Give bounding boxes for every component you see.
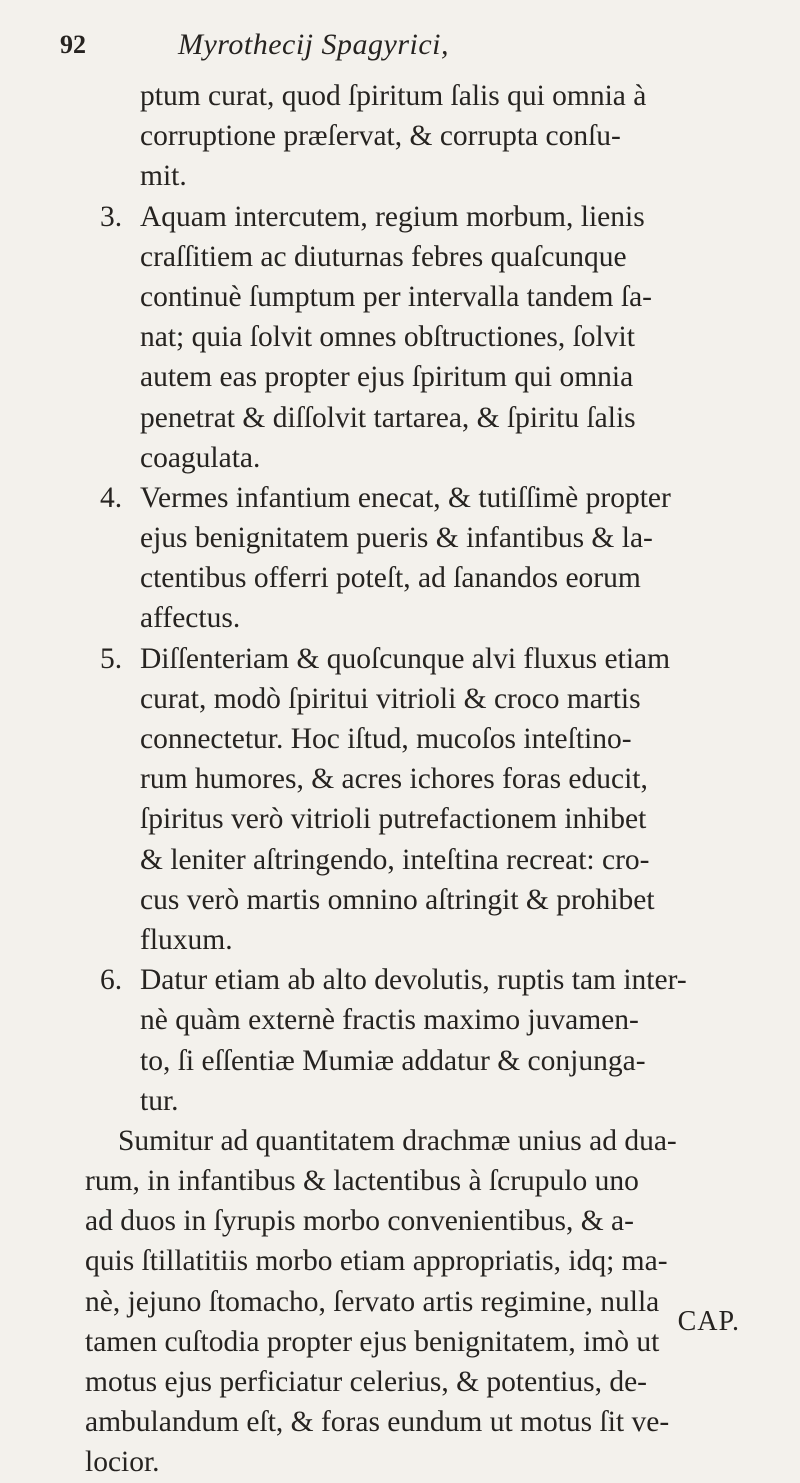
text-line [140,398,755,438]
line-text: autem eas propter ejus ſpiritum qui omnia [140,361,634,394]
text-line [140,880,755,920]
line-text: corruptione præſervat, & corrupta conſu- [140,120,621,153]
line-text: nè, jejuno ſtomacho, ſervato artis regimine, nulla [85,1285,660,1318]
running-head: Myrothecij Spagyrici, [178,28,449,61]
text-line [140,116,755,156]
text-line [140,277,755,317]
line-text: Sumitur ad quantitatem drachmæ unius ad dua- [118,1124,677,1157]
line-text: coagulata. [140,441,261,474]
text-line [85,1282,755,1322]
line-text: locior. [85,1446,160,1479]
text-line [100,478,755,518]
text-line [140,799,755,839]
text-line [85,1362,755,1402]
text-line [85,1201,755,1241]
line-text: tur. [140,1084,179,1117]
text-line [140,759,755,799]
text-line [140,1041,755,1081]
line-text: tamen cuſtodia propter ejus benignitatem, imò ut [85,1325,660,1358]
text-line [100,639,755,679]
line-text: fluxum. [140,923,233,956]
item-number: 4. [100,481,123,514]
text-line [140,598,755,638]
text-line [140,558,755,598]
text-line [140,920,755,960]
line-text: ſpiritus verò vitrioli putrefactionem inhibet [140,803,647,836]
text-line [140,518,755,558]
line-text: rum, in infantibus & lactentibus à ſcrupulo uno [85,1165,639,1198]
text-line [140,1081,755,1121]
line-text: connectetur. Hoc iſtud, mucoſos inteſtino- [140,723,632,755]
text-line [140,438,755,478]
item-number: 6. [100,964,123,997]
text-line [100,197,755,237]
line-text: cus verò martis omnino aſtringit & prohibet [140,883,655,916]
line-text: continuè ſumptum per intervalla tandem ſa- [140,280,652,313]
line-text: to, ſi eſſentiæ Mumiæ addatur & conjunga- [140,1044,646,1077]
text-line [140,156,755,196]
line-text: ctentibus offerri poteſt, ad ſanandos eorum [140,562,641,595]
line-text: Datur etiam ab alto devolutis, ruptis tam inter- [140,964,687,997]
text-line [85,1322,755,1362]
line-text: mit. [140,160,187,193]
text-body [85,76,755,1483]
line-text: affectus. [140,602,241,635]
text-line [140,840,755,880]
line-text: ptum curat, quod ſpiritum ſalis qui omnia à [140,80,647,112]
line-text: Diſſenteriam & quoſcunque alvi fluxus etiam [140,642,671,675]
catchword: CAP. [677,1306,740,1337]
text-line [85,1241,755,1281]
text-line [85,1402,755,1442]
text-line [140,237,755,277]
line-text: Aquam intercutem, regium morbum, lienis [140,200,645,233]
line-text: penetrat & diſſolvit tartarea, & ſpiritu ſalis [140,401,636,434]
text-line [140,719,755,759]
page-header [60,30,760,70]
line-text: quis ſtillatitiis morbo etiam appropriatis, idq; ma- [85,1245,668,1278]
text-line [140,1000,755,1040]
line-text: curat, modò ſpiritui vitrioli & croco martis [140,682,641,715]
text-line [85,1442,755,1482]
text-line [140,679,755,719]
text-line [140,76,755,116]
text-line [140,317,755,357]
text-line [85,1161,755,1201]
text-line [140,357,755,397]
line-text: motus ejus perficiatur celerius, & potentius, de- [85,1366,647,1398]
text-line [100,960,755,1000]
line-text: ad duos in ſyrupis morbo convenientibus, & a- [85,1205,634,1238]
item-number: 3. [100,200,123,233]
line-text: craſſitiem ac diuturnas febres quaſcunque [140,240,627,273]
line-text: nè quàm externè fractis maximo juvamen- [140,1004,639,1037]
line-text: ejus benignitatem pueris & infantibus & la- [140,522,653,555]
page-number: 92 [60,30,86,59]
text-line [118,1121,755,1161]
line-text: Vermes infantium enecat, & tutiſſimè propter [140,481,671,514]
line-text: rum humores, & acres ichores foras educit, [140,763,648,796]
line-text: ambulandum eſt, & foras eundum ut motus ſit ve- [85,1406,670,1439]
line-text: nat; quia ſolvit omnes obſtructiones, ſolvit [140,321,635,354]
line-text: & leniter aſtringendo, inteſtina recreat: cro- [140,843,650,876]
item-number: 5. [100,642,123,675]
